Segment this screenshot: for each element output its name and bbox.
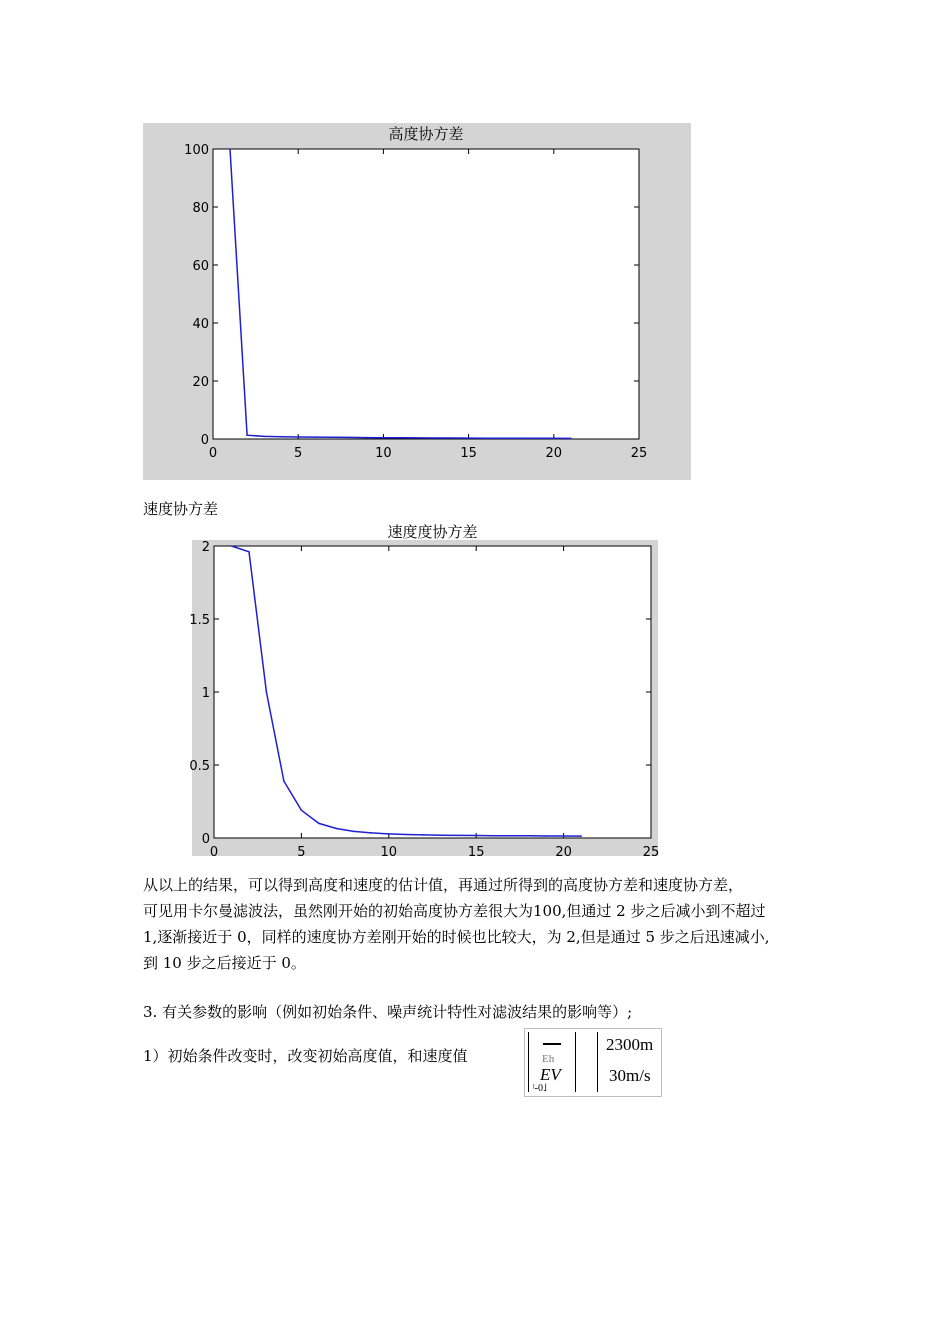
x-tick-label: 10 xyxy=(380,845,398,860)
equation-fragment: Eh xyxy=(542,1053,555,1065)
data-point xyxy=(336,828,338,830)
paragraph-line: 从以上的结果，可以得到高度和速度的估计值，再通过所得到的高度协方差和速度协方差， xyxy=(143,876,744,894)
data-point xyxy=(493,835,495,837)
data-point xyxy=(301,809,303,811)
data-point xyxy=(570,438,572,440)
velocity-covariance-chart xyxy=(189,522,660,860)
data-point xyxy=(331,436,333,438)
data-point xyxy=(349,437,351,439)
velocity-covariance-caption: 速度协方差 xyxy=(143,500,219,518)
x-tick-label: 20 xyxy=(555,845,572,860)
y-tick-label: 0 xyxy=(200,433,209,448)
x-tick-label: 20 xyxy=(545,446,563,461)
chart-title: 高度协方差 xyxy=(388,125,464,143)
y-tick-label: 40 xyxy=(192,317,209,332)
data-point xyxy=(283,780,285,782)
equation-bracket xyxy=(528,1032,529,1092)
x-tick-label: 15 xyxy=(467,845,485,860)
data-point xyxy=(405,834,407,836)
data-point xyxy=(371,832,373,834)
data-point xyxy=(440,834,442,836)
y-tick-label: 20 xyxy=(192,375,209,390)
data-point xyxy=(563,835,565,837)
y-tick-label: 60 xyxy=(192,259,209,274)
data-point xyxy=(229,148,231,150)
x-tick-label: 5 xyxy=(294,446,303,461)
y-tick-label: 0 xyxy=(201,832,210,847)
data-point xyxy=(314,436,316,438)
x-tick-label: 5 xyxy=(297,845,306,860)
data-point xyxy=(280,436,282,438)
x-tick-label: 15 xyxy=(460,446,477,461)
data-point xyxy=(266,691,268,693)
data-point xyxy=(528,835,530,837)
data-point xyxy=(510,835,512,837)
chart-svg xyxy=(189,522,660,860)
x-tick-label: 25 xyxy=(630,446,648,461)
initial-condition-item: 1）初始条件改变时，改变初始高度值，和速度值 xyxy=(143,1047,468,1065)
equation-divider xyxy=(575,1032,576,1092)
x-tick-label: 0 xyxy=(209,845,219,860)
paragraph-line: 1,逐渐接近于 0，同样的速度协方差刚开始的时候也比较大，为 2,但是通过 5 步之后迅速减小, xyxy=(143,928,770,946)
data-point xyxy=(366,437,368,439)
y-tick-label: 1 xyxy=(201,686,210,701)
data-point xyxy=(536,438,538,440)
equation-divider xyxy=(597,1032,598,1092)
data-point xyxy=(248,551,250,553)
y-tick-label: 2 xyxy=(201,540,210,555)
data-point xyxy=(263,436,265,438)
initial-values-equation xyxy=(524,1028,662,1097)
y-tick-label: 80 xyxy=(192,201,209,216)
data-point xyxy=(318,823,320,825)
section-heading: 3. 有关参数的影响（例如初始条件、噪声统计特性对滤波结果的影响等）; xyxy=(143,1003,633,1021)
data-point xyxy=(383,437,385,439)
data-point xyxy=(519,437,521,439)
data-point xyxy=(417,437,419,439)
equation-overbar xyxy=(543,1043,561,1045)
x-tick-label: 0 xyxy=(208,446,218,461)
analysis-paragraph xyxy=(143,872,843,976)
initial-velocity-value: 30m/s xyxy=(609,1066,651,1085)
data-point xyxy=(502,437,504,439)
data-point xyxy=(468,437,470,439)
y-tick-label: 100 xyxy=(184,143,209,158)
data-point xyxy=(388,833,390,835)
data-point xyxy=(485,437,487,439)
data-point xyxy=(231,545,233,547)
paragraph-line: 可见用卡尔曼滤波法，虽然刚开始的初始高度协方差很大为100,但通过 2 步之后减小到不超过 xyxy=(143,902,766,920)
data-point xyxy=(297,436,299,438)
x-tick-label: 10 xyxy=(375,446,392,461)
data-point xyxy=(553,438,555,440)
chart-svg xyxy=(143,123,691,480)
data-point xyxy=(451,437,453,439)
data-point xyxy=(580,835,582,837)
data-point xyxy=(434,437,436,439)
x-tick-label: 25 xyxy=(642,845,660,860)
y-tick-label: 0.5 xyxy=(189,759,210,774)
equation-subscript: ˡ-0˩ xyxy=(533,1083,547,1094)
chart-title: 速度度协方差 xyxy=(387,523,478,541)
plot-area xyxy=(214,546,651,838)
equation-symbol: EV xyxy=(540,1065,561,1084)
data-point xyxy=(475,835,477,837)
plot-area xyxy=(213,149,639,439)
height-covariance-chart xyxy=(143,123,691,480)
data-point xyxy=(458,835,460,837)
data-point xyxy=(353,831,355,833)
data-point xyxy=(400,437,402,439)
data-point xyxy=(246,434,248,436)
paragraph-line: 到 10 步之后接近于 0。 xyxy=(143,954,306,972)
initial-height-value: 2300m xyxy=(606,1035,654,1054)
data-point xyxy=(545,835,547,837)
y-tick-label: 1.5 xyxy=(189,613,210,628)
data-point xyxy=(423,834,425,836)
